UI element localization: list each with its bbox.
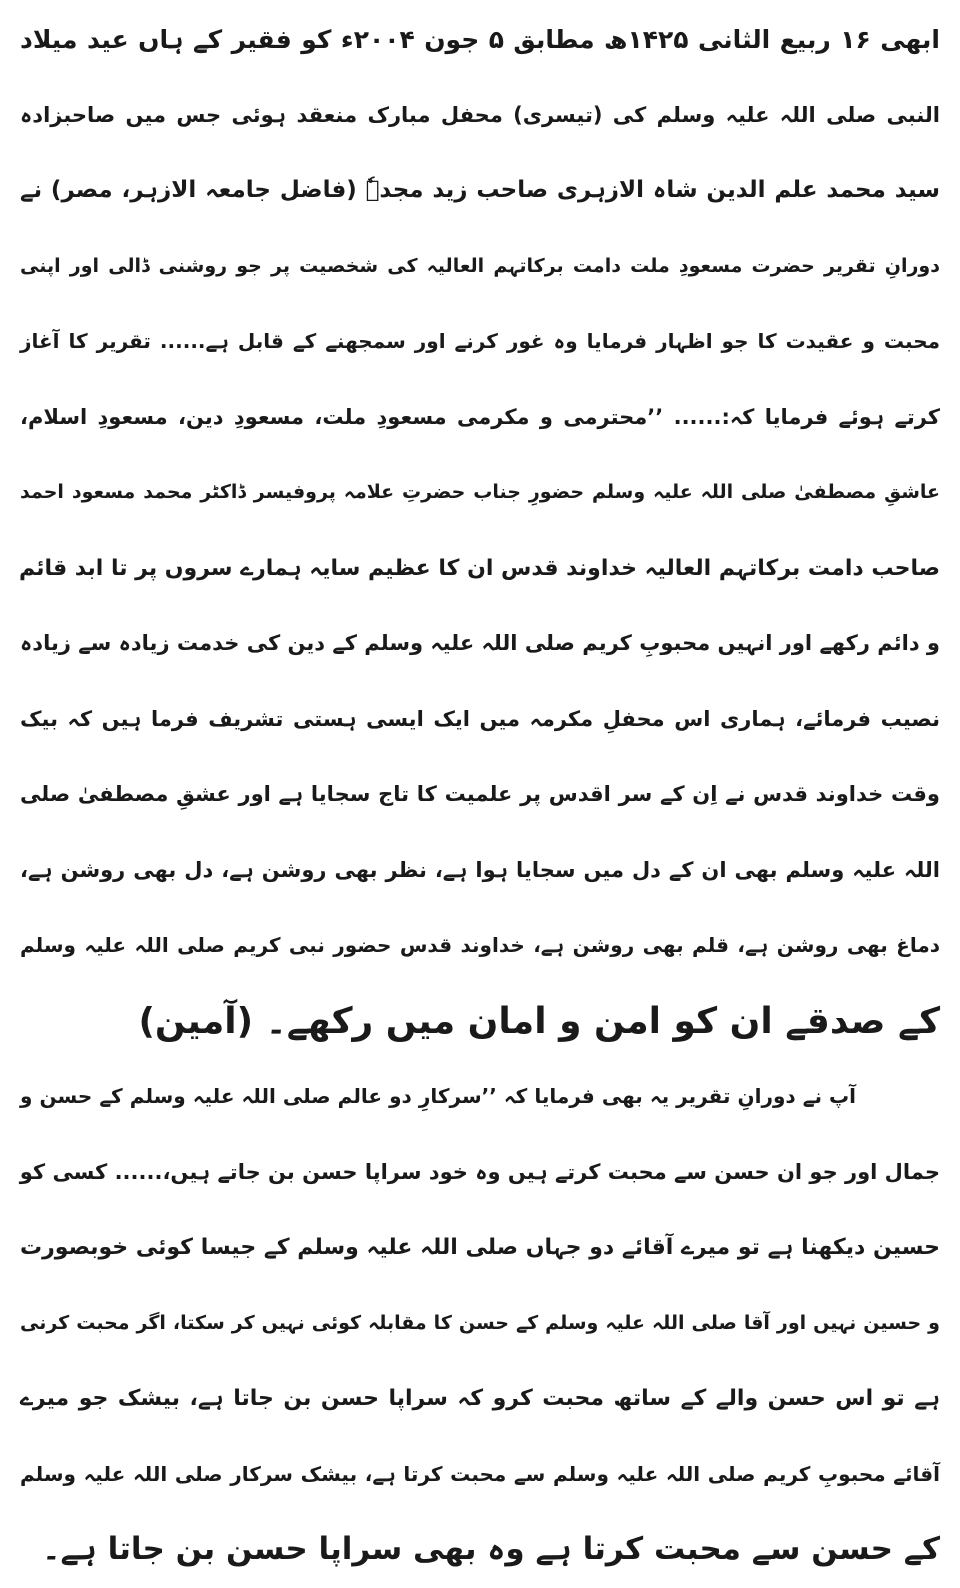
text-line: آقائے محبوبِ کریم صلی اللہ علیہ وسلم سے محبت کرتا ہے، بیشک سرکار صلی اللہ علیہ وسلم [20,1461,940,1486]
text-line: ابھی ۱۶ ربیع الثانی ۱۴۲۵ھ مطابق ۵ جون ۲۰۰۴ء کو فقیر کے ہاں عید میلاد [20,25,940,54]
text-line: صاحب دامت برکاتہم العالیہ خداوند قدس ان کا عظیم سایہ ہمارے سروں پر تا ابد قائم [18,555,940,581]
text-line: دماغ بھی روشن ہے، قلم بھی روشن ہے، خداوند قدس حضور نبی کریم صلی اللہ علیہ وسلم [20,933,940,957]
text-line: وقت خداوند قدس نے اِن کے سر اقدس پر علمیت کا تاج سجایا ہے اور عشقِ مصطفیٰ صلی [20,782,940,806]
text-line: سید محمد علم الدین شاہ الازہری صاحب زید مجدہٗ (فاضل جامعہ الازہر، مصر) نے [20,177,940,203]
text-line: عاشقِ مصطفیٰ صلی اللہ علیہ وسلم حضورِ جناب حضرتِ علامہ پروفیسر ڈاکٹر محمد مسعود احمد [20,481,940,503]
text-line: نصیب فرمائے، ہماری اس محفلِ مکرمہ میں ایک ایسی ہستی تشریف فرما ہیں کہ بیک [20,706,940,731]
text-line: و حسین نہیں اور آقا صلی اللہ علیہ وسلم کے حسن کا مقابلہ کوئی نہیں کر سکتا، اگر محبت کرنی [20,1311,940,1334]
text-line: محبت و عقیدت کا جو اظہار فرمایا وہ غور کرنے اور سمجھنے کے قابل ہے...... تقریر کا آغاز [20,329,940,353]
text-line: کے صدقے ان کو امن و امان میں رکھے۔ (آمین) [138,1000,940,1042]
text-line: ہے تو اس حسن والے کے ساتھ محبت کرو کہ سراپا حسن بن جاتا ہے، بیشک جو میرے [20,1386,940,1411]
text-line: دورانِ تقریر حضرت مسعودِ ملت دامت برکاتہم العالیہ کی شخصیت پر جو روشنی ڈالی اور اپنی [20,254,940,277]
text-line: کرتے ہوئے فرمایا کہ:...... ’’محترمی و مکرمی مسعودِ ملت، مسعودِ دین، مسعودِ اسلام، [20,404,940,429]
text-line: النبی صلی اللہ علیہ وسلم کی (تیسری) محفل مبارک منعقد ہوئی جس میں صاحبزادہ [20,102,940,127]
text-line: و دائم رکھے اور انہیں محبوبِ کریم صلی اللہ علیہ وسلم کے دین کی خدمت زیادہ سے زیادہ [20,631,940,655]
text-line: اللہ علیہ وسلم بھی ان کے دل میں سجایا ہوا ہے، نظر بھی روشن ہے، دل بھی روشن ہے، [20,857,940,882]
paragraph-1 [14,2,946,1059]
paragraph-2 [14,1059,946,1588]
text-line: کے حسن سے محبت کرتا ہے وہ بھی سراپا حسن بن جاتا ہے۔ [42,1531,940,1567]
text-line: آپ نے دورانِ تقریر یہ بھی فرمایا کہ ’’سرکارِ دو عالم صلی اللہ علیہ وسلم کے حسن و [20,1084,856,1108]
text-line: جمال اور جو ان حسن سے محبت کرتے ہیں وہ خود سراپا حسن بن جاتے ہیں،...... کسی کو [19,1159,940,1184]
text-line: حسین دیکھنا ہے تو میرے آقائے دو جہاں صلی اللہ علیہ وسلم کے جیسا کوئی خوبصورت [20,1235,940,1260]
